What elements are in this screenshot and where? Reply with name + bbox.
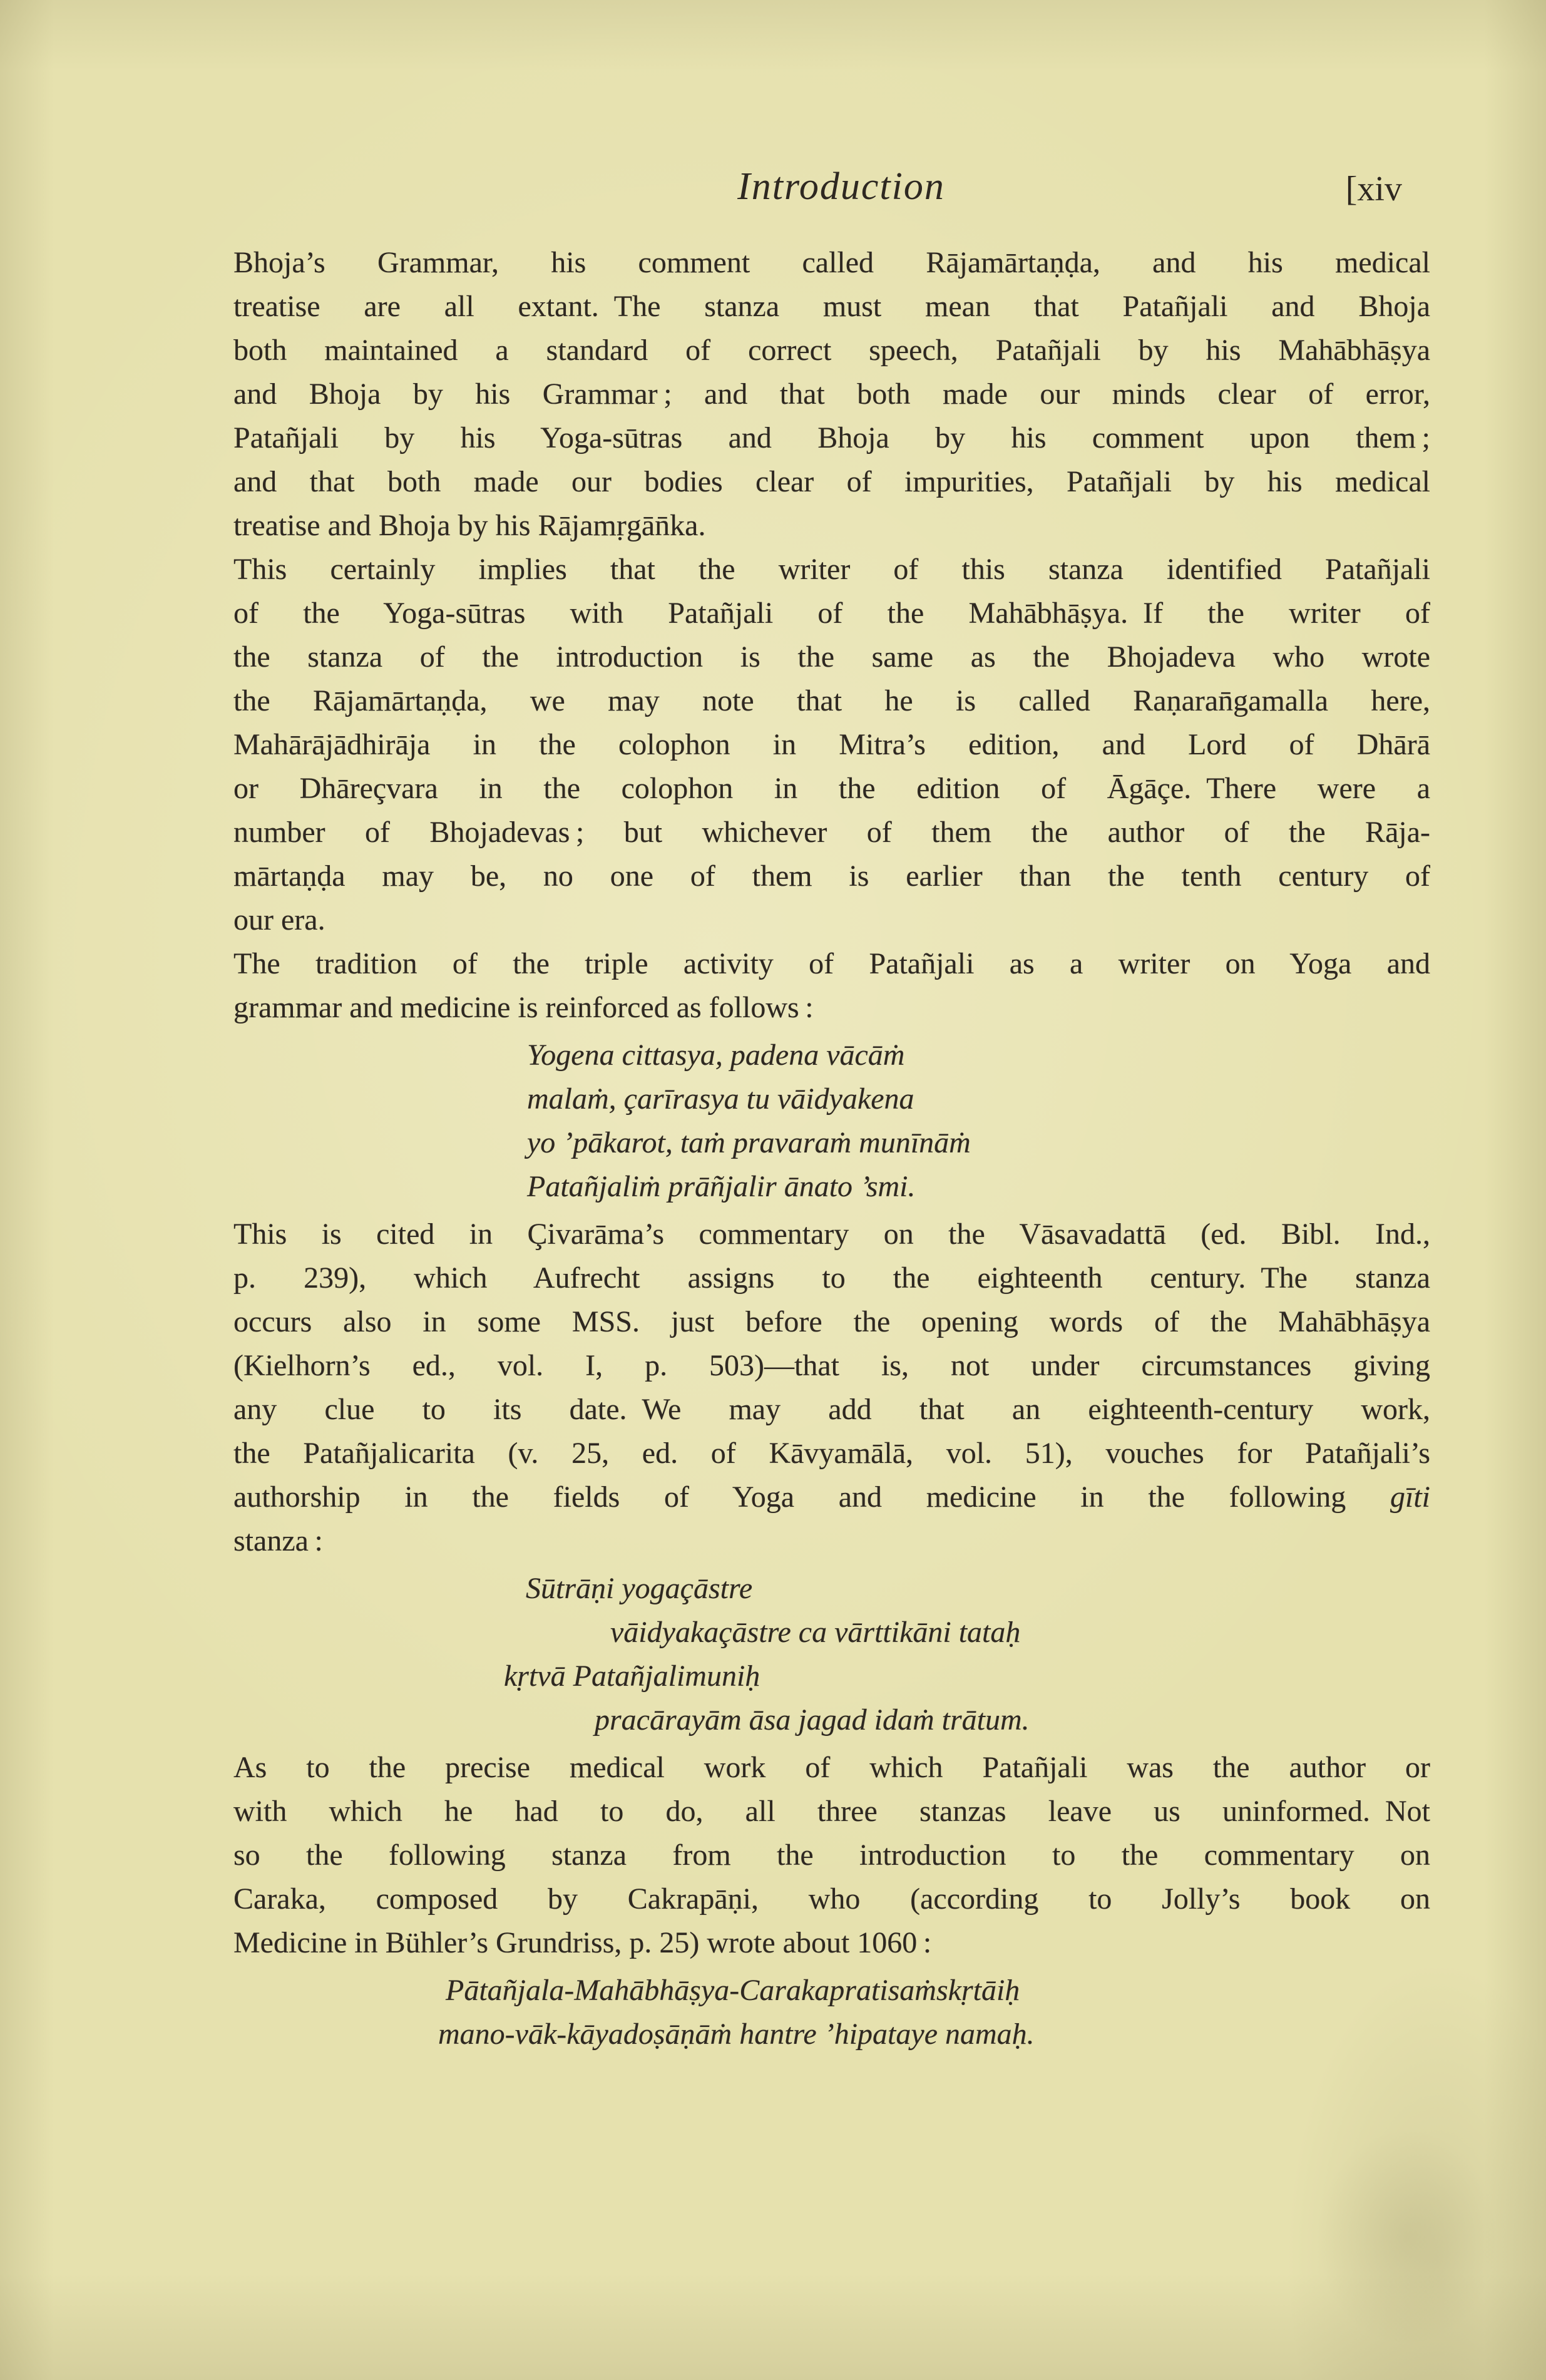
verse-line: Yogena cittasya, padena vācāṁ [527,1039,905,1072]
verse-line: pracārayām āsa jagad idaṁ trātum. [595,1703,1030,1736]
text-line: our era. [233,903,325,936]
text-line: or Dhāreçvara in the colophon in the edition of Āgāçe. There were a [233,772,1430,805]
text-line: any clue to its date. We may add that an eighteenth-century work, [233,1393,1430,1426]
text-line: Patañjali by his Yoga-sūtras and Bhoja by his comment upon them ; [233,421,1430,454]
text-segment: authorship in the fields of Yoga and medicine in the following [233,1480,1390,1514]
page-header [233,162,1430,218]
italic-term: gīti [1390,1480,1430,1514]
text-line: both maintained a standard of correct speech, Patañjali by his Mahābhāṣya [233,334,1430,367]
text-line: number of Bhojadevas ; but whichever of them the author of the Rāja- [233,816,1430,849]
text-line: and that both made our bodies clear of impurities, Patañjali by his medical [233,465,1430,498]
text-line: the stanza of the introduction is the same as the Bhojadeva who wrote [233,640,1430,674]
text-line: and Bhoja by his Grammar ; and that both made our minds clear of error, [233,377,1430,411]
text-line: Medicine in Bühler’s Grundriss, p. 25) wrote about 1060 : [233,1926,932,1959]
text-line: so the following stanza from the introduction to the commentary on [233,1839,1430,1872]
text-line: Bhoja’s Grammar, his comment called Rājamārtaṇḍa, and his medical [233,246,1430,279]
text-line: treatise and Bhoja by his Rājamṛgān̄ka. [233,509,706,542]
paragraph [233,942,1430,1030]
text-line: Caraka, composed by Cakrapāṇi, who (according to Jolly’s book on [233,1882,1430,1916]
paragraph [233,548,1430,942]
verse-line: malaṁ, çarīrasya tu vāidyakena [527,1082,914,1116]
sanskrit-verse [233,1969,1430,2056]
text-block [233,241,1430,2060]
text-line: Mahārājādhirāja in the colophon in Mitra’s edition, and Lord of Dhārā [233,728,1430,761]
text-line: This certainly implies that the writer of this stanza identified Patañjali [233,553,1430,586]
page-number: [xiv [1345,170,1402,208]
text-line: As to the precise medical work of which Patañjali was the author or [233,1751,1430,1784]
text-line: (Kielhorn’s ed., vol. I, p. 503)—that is, not under circumstances giving [233,1349,1430,1382]
verse-line: mano-vāk-kāyadoṣāṇāṁ hantre ’hipataye namaḥ. [438,2018,1035,2051]
text-line: of the Yoga-sūtras with Patañjali of the Mahābhāṣya. If the writer of [233,597,1430,630]
sanskrit-verse [233,1034,1430,1209]
verse-line: Patañjaliṁ prāñjalir ānato ’smi. [527,1170,916,1203]
text-line [233,1475,1430,1519]
text-line: grammar and medicine is reinforced as follows : [233,991,814,1024]
paragraph [233,1746,1430,1965]
sanskrit-verse [233,1567,1430,1742]
text-line: occurs also in some MSS. just before the opening words of the Mahābhāṣya [233,1305,1430,1338]
page-title: Introduction [737,165,945,208]
text-line: mārtaṇḍa may be, no one of them is earlier than the tenth century of [233,859,1430,893]
text-line: with which he had to do, all three stanzas leave us uninformed. Not [233,1795,1430,1828]
text-line: This is cited in Çivarāma’s commentary on the Vāsavadattā (ed. Bibl. Ind., [233,1218,1430,1251]
paragraph [233,241,1430,548]
verse-line: kṛtvā Patañjalimuniḥ [504,1659,760,1693]
text-line: the Rājamārtaṇḍa, we may note that he is called Raṇaran̄gamalla here, [233,684,1430,717]
verse-line: Sūtrāṇi yogaçāstre [526,1572,753,1605]
text-line: treatise are all extant. The stanza must mean that Patañjali and Bhoja [233,290,1430,323]
text-line: The tradition of the triple activity of Patañjali as a writer on Yoga and [233,947,1430,980]
verse-line: Pātañjala-Mahābhāṣya-Carakapratisaṁskṛtāiḥ [446,1974,1020,2007]
text-line: p. 239), which Aufrecht assigns to the eighteenth century. The stanza [233,1261,1430,1295]
verse-line: vāidyakaçāstre ca vārttikāni tataḥ [610,1616,1021,1649]
text-line: the Patañjalicarita (v. 25, ed. of Kāvyamālā, vol. 51), vouches for Patañjali’s [233,1437,1430,1470]
verse-line: yo ’pākarot, taṁ pravaraṁ munīnāṁ [527,1126,971,1159]
paragraph [233,1213,1430,1563]
text-line: stanza : [233,1524,323,1557]
